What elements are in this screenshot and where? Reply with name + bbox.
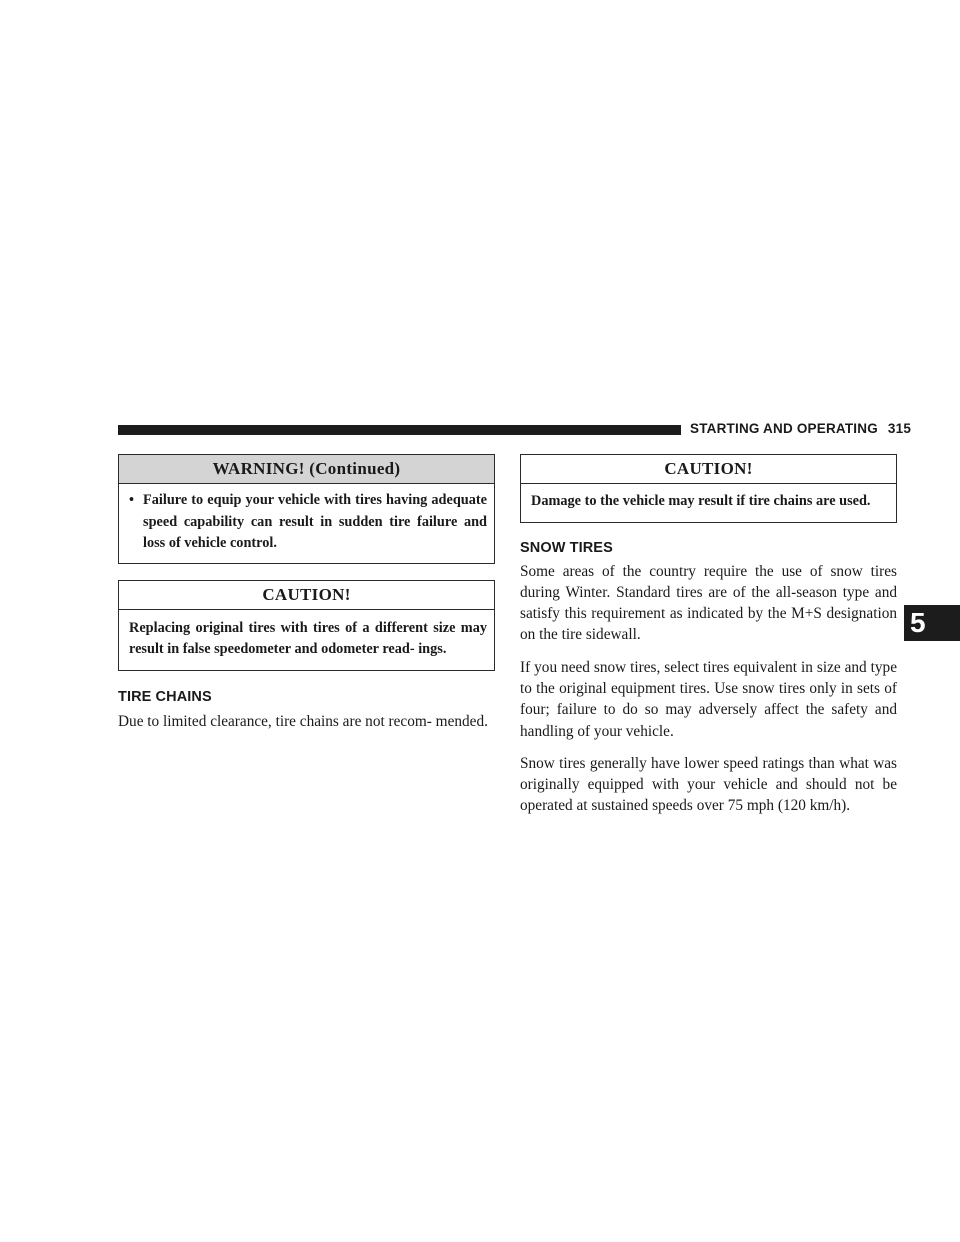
left-column	[118, 454, 495, 732]
header-rule	[118, 425, 681, 435]
tire-chains-text: Due to limited clearance, tire chains are not recom- mended.	[118, 712, 488, 730]
warning-box-title: WARNING! (Continued)	[119, 455, 494, 484]
caution-box-left-title: CAUTION!	[119, 581, 494, 610]
section-title: STARTING AND OPERATING	[690, 421, 878, 436]
page-number: 315	[887, 421, 912, 436]
caution-box-right-title: CAUTION!	[521, 455, 896, 484]
warning-bullet-item	[129, 490, 487, 555]
caution-box-left	[118, 580, 495, 671]
snow-tires-section	[520, 539, 897, 817]
chapter-tab: 5	[904, 605, 960, 641]
snow-tires-paragraph-2: If you need snow tires, select tires equivalent in size and type to the original equipment tires. Use snow tires only in sets of four; failure to do so may adversely affect the safety and handling of your vehicle.	[520, 658, 897, 740]
snow-tires-paragraph-3: Snow tires generally have lower speed ratings than what was originally equipped with your vehicle and should not be operated at sustained speeds over 75 mph (120 km/h).	[520, 754, 897, 815]
running-header	[690, 421, 911, 436]
tire-chains-heading: TIRE CHAINS	[118, 688, 212, 705]
warning-box-body	[119, 484, 494, 563]
snow-tires-heading: SNOW TIRES	[520, 539, 613, 556]
tire-chains-section	[118, 688, 495, 732]
warning-bullet-text: Failure to equip your vehicle with tires having adequate speed capability can result in sudden tire failure and loss of vehicle control.	[143, 492, 487, 551]
caution-box-left-text: Replacing original tires with tires of a different size may result in false speedometer and odometer read- ings.	[129, 619, 487, 657]
caution-box-right	[520, 454, 897, 523]
right-column	[520, 454, 897, 817]
warning-box	[118, 454, 495, 564]
bullet-mark: •	[129, 492, 135, 508]
caution-box-right-text: Damage to the vehicle may result if tire chains are used.	[531, 493, 871, 509]
snow-tires-paragraph-1: Some areas of the country require the use of snow tires during Winter. Standard tires are of the all-season type and satisfy this requirement as indicated by the M+S designation on the tire sidewall.	[520, 562, 897, 644]
